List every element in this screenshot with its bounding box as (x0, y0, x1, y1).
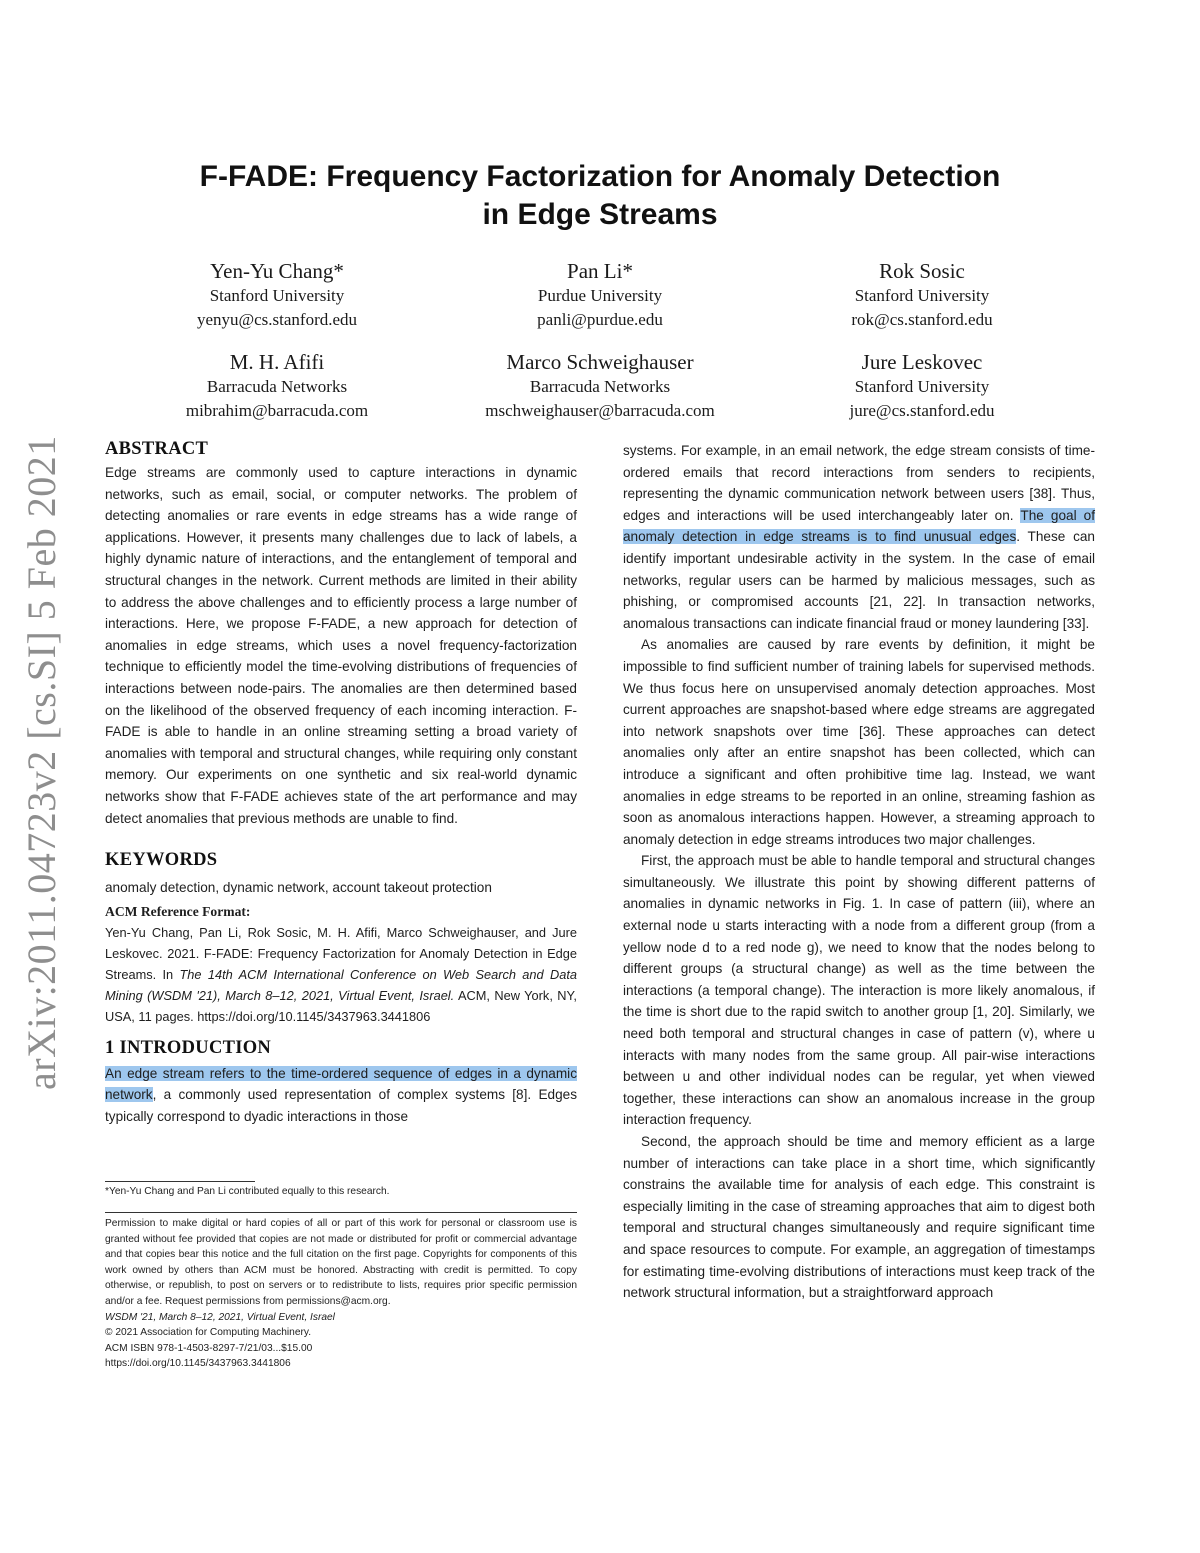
acm-reference-tail: ACM, New York, NY, USA, 11 pages. https://doi.org/10.1145/3437963.3441806 (105, 987, 577, 1024)
permission-divider (105, 1212, 577, 1213)
keywords-text: anomaly detection, dynamic network, account takeout protection (105, 880, 492, 896)
author-name: M. H. Afifi (229, 350, 325, 374)
author-block (757, 258, 1087, 332)
intro-paragraph-1-continued (623, 440, 1095, 634)
author-affiliation: Barracuda Networks (206, 377, 348, 396)
author-affiliation: Stanford University (209, 286, 345, 305)
acm-reference (105, 901, 577, 1027)
author-affiliation: Stanford University (854, 286, 990, 305)
author-affiliation: Stanford University (854, 377, 990, 396)
intro-paragraph-4: Second, the approach should be time and memory efficient as a large number of interactions can take place in a short time, which significantly constrains the available time for analysis of each edge. This constraint is especially limiting in the case of streaming approaches that aim to digest both temporal and structural changes simultaneously and require significant time and space resources to compute. For example, an aggregation of timestamps for estimating time-evolving distributions of interactions must keep track of the network structural information, but a straightforward approach (623, 1134, 1095, 1301)
footnote: *Yen-Yu Chang and Pan Li contributed equally to this research. (105, 1186, 390, 1197)
author-name: Rok Sosic (879, 259, 965, 283)
left-column (105, 436, 577, 1127)
author-name: Pan Li* (567, 259, 633, 283)
intro-continued-text: systems. For example, in an email network, the edge stream consists of time-ordered emails that record interactions from senders to recipients, representing the dynamic communication network between users [38]. Thus, edges and interactions will be used interchangeably later on. (623, 443, 1095, 523)
footnote-divider (105, 1181, 255, 1182)
intro-continued-text-after: . These can identify important undesirable activity in the system. In the case of email networks, regular users can be harmed by malicious messages, such as phishing, or compromised accounts [21, 22]. In transaction networks, anomalous transactions can indicate financial fraud or money laundering [33]. (623, 529, 1095, 631)
permission-block (105, 1216, 577, 1372)
highlighted-text[interactable]: The goal of anomaly detection in edge streams is to find unusual edges (623, 507, 1096, 545)
author-email[interactable]: jure@cs.stanford.edu (849, 401, 995, 420)
intro-paragraph-2: As anomalies are caused by rare events by definition, it might be impossible to find sufficient number of training labels for supervised methods. We thus focus here on unsupervised anomaly detection approaches. Most current approaches are snapshot-based where edge streams are aggregated into network snapshots over time [36]. These approaches can detect anomalies only after an entire snapshot has been collected, which can introduce a significant and often prohibitive time lag. Instead, we want anomalies in edge streams to be reported in an online, streaming fashion as soon as anomalous interactions happen. However, a streaming approach to anomaly detection in edge streams introduces two major challenges. (623, 637, 1095, 847)
author-affiliation: Purdue University (537, 286, 663, 305)
paper-title (100, 158, 1100, 234)
intro-paragraph-3: First, the approach must be able to handle temporal and structural changes simultaneously. We illustrate this point by showing different patterns of anomalies in dynamic networks in Fig. 1. In case of pattern (iii), where an external node u starts interacting with a node from a different group (from a yellow node d to a red node g), we need to know that the nodes belong to different groups (a structural change) as well as the time between the interactions (a temporal change). The interaction is more likely anomalous, if the time is short due to the rapid switch to another group [1, 20]. Similarly, we need both temporal and structural changes in case of pattern (v), where u interacts with many nodes from the same group. All pair-wise interactions between u and other individual nodes can be regular, yet when viewed together, these interactions can show an anomalous increase in the group interaction frequency. (623, 853, 1095, 1128)
author-email[interactable]: panli@purdue.edu (537, 310, 663, 329)
author-name: Yen-Yu Chang* (210, 259, 344, 283)
author-name: Jure Leskovec (861, 350, 983, 374)
arxiv-identifier: arXiv:2011.04723v2 [cs.SI] 5 Feb 2021 (19, 435, 64, 1090)
acm-reference-label: ACM Reference Format: (105, 903, 251, 919)
author-affiliation: Barracuda Networks (529, 377, 671, 396)
highlighted-text[interactable]: An edge stream refers to the time-ordered sequence of edges in a dynamic network (105, 1065, 577, 1103)
acm-reference-venue: The 14th ACM International Conference on Web Search and Data Mining (WSDM '21), March 8–12, 2021, Virtual Event, Israel. (105, 966, 577, 1003)
author-block (435, 349, 765, 423)
author-block (757, 349, 1087, 423)
keywords-heading: KEYWORDS (105, 850, 218, 871)
conference-name: WSDM '21, March 8–12, 2021, Virtual Event, Israel (105, 1311, 335, 1323)
title-line-2: in Edge Streams (482, 198, 718, 231)
introduction-heading: 1 INTRODUCTION (105, 1037, 272, 1058)
acm-reference-authors: Yen-Yu Chang, Pan Li, Rok Sosic, M. H. Afifi, Marco Schweighauser, and Jure Leskovec. 2021. F-FADE: Frequency Factorization for Anomaly Detection in Edge Streams. In (105, 924, 577, 982)
title-line-1: F-FADE: Frequency Factorization for Anomaly Detection (199, 160, 1001, 193)
author-email[interactable]: rok@cs.stanford.edu (851, 310, 993, 329)
author-email[interactable]: yenyu@cs.stanford.edu (196, 310, 358, 329)
author-block (435, 258, 765, 332)
abstract-heading: ABSTRACT (105, 439, 209, 459)
author-block (112, 258, 442, 332)
conference-line (105, 1310, 577, 1326)
author-block (112, 349, 442, 423)
isbn-line: ACM ISBN 978-1-4503-8297-7/21/03...$15.00 (105, 1342, 313, 1354)
author-email[interactable]: mibrahim@barracuda.com (185, 401, 369, 420)
author-email[interactable]: mschweighauser@barracuda.com (485, 401, 715, 420)
abstract-text: Edge streams are commonly used to capture interactions in dynamic networks, such as email, social, or computer networks. The problem of detecting anomalies or rare events in edge streams has a wide range of applications. However, it presents many challenges due to lack of labels, a highly dynamic nature of interactions, and the entanglement of temporal and structural changes in the network. Current methods are limited in their ability to address the above challenges and to efficiently process a large number of interactions. Here, we propose F-FADE, a new approach for detection of anomalies in edge streams, which uses a novel frequency-factorization technique to efficiently model the time-evolving distributions of frequencies of interactions between node-pairs. The anomalies are then determined based on the likelihood of the observed frequency of each incoming interaction. F-FADE is able to handle in an online streaming setting a broad variety of anomalies with temporal and structural changes, while requiring only constant memory. Our experiments on one synthetic and six real-world dynamic networks show that F-FADE achieves state of the art performance and may detect anomalies that previous methods are unable to find. (105, 465, 577, 826)
intro-paragraph-1-rest: , a commonly used representation of complex systems [8]. Edges typically correspond to dyadic interactions in those (105, 1087, 577, 1124)
intro-paragraph-1 (105, 1063, 577, 1128)
copyright-line: © 2021 Association for Computing Machinery. (105, 1327, 312, 1339)
right-column (623, 440, 1095, 1304)
author-name: Marco Schweighauser (506, 350, 694, 374)
permission-text: Permission to make digital or hard copies of all or part of this work for personal or classroom use is granted without fee provided that copies are not made or distributed for profit or commercial advantage and that copies bear this notice and the full citation on the first page. Copyrights for components of this work owned by others than ACM must be honored. Abstracting with credit is permitted. To copy otherwise, or republish, to post on servers or to redistribute to lists, requires prior specific permission and/or a fee. Request permissions from permissions@acm.org. (105, 1218, 577, 1307)
doi-line[interactable]: https://doi.org/10.1145/3437963.3441806 (105, 1358, 291, 1370)
